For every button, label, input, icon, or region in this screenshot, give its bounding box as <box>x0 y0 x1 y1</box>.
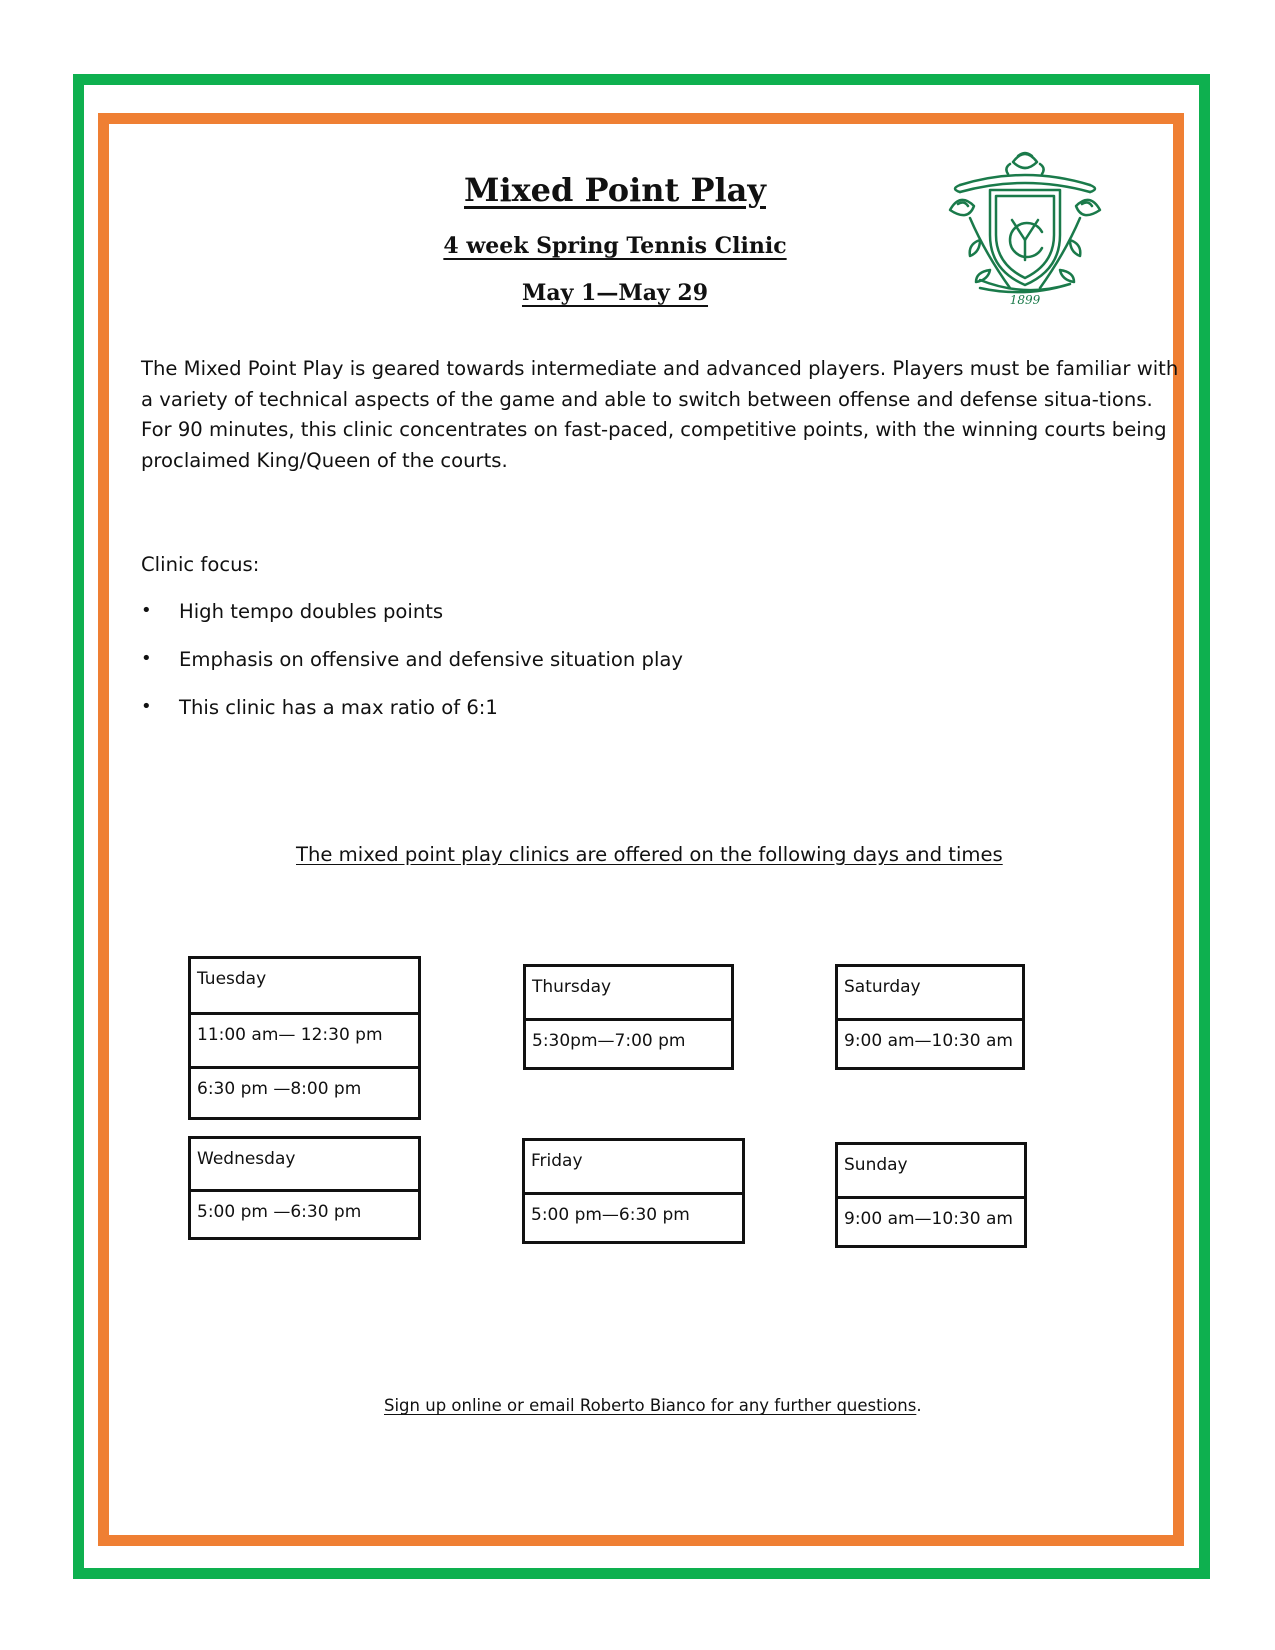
day-label: Wednesday <box>197 1149 296 1169</box>
time-slot: 11:00 am— 12:30 pm <box>191 1012 418 1066</box>
bullet-icon: • <box>141 648 152 669</box>
schedule-box-saturday <box>835 964 1025 1070</box>
day-label: Saturday <box>844 977 921 997</box>
list-item <box>141 648 683 696</box>
schedule-heading: The mixed point play clinics are offered on the following days and times <box>296 843 1003 866</box>
inner-orange-border <box>98 113 1184 1546</box>
time-slot: 9:00 am—10:30 am <box>838 1196 1024 1245</box>
footer-punctuation: . <box>916 1396 922 1415</box>
schedule-box-friday <box>522 1138 745 1244</box>
focus-item-text: This clinic has a max ratio of 6:1 <box>179 696 498 719</box>
time-slot: 6:30 pm —8:00 pm <box>191 1066 418 1117</box>
list-item <box>141 600 683 648</box>
clinic-focus-label: Clinic focus: <box>141 553 260 576</box>
time-slot: 9:00 am—10:30 am <box>838 1018 1022 1067</box>
bullet-icon: • <box>141 600 152 621</box>
clinic-description: The Mixed Point Play is geared towards intermediate and advanced players. Players must be familiar with a variety of technical aspects of the game and able to switch between offense and defense situa-tions. For 90 minutes, this clinic concentrates on fast-paced, competitive points, with the winning courts being proclaimed King/Queen of the courts. <box>141 357 1179 472</box>
day-label: Sunday <box>844 1155 908 1175</box>
page-title: Mixed Point Play <box>464 171 766 209</box>
focus-item-text: High tempo doubles points <box>179 600 444 623</box>
schedule-box-wednesday <box>188 1136 421 1240</box>
signup-note <box>384 1396 922 1415</box>
crest-year: 1899 <box>1009 293 1041 307</box>
schedule-box-sunday <box>835 1142 1027 1248</box>
time-slot: 5:30pm—7:00 pm <box>526 1018 731 1067</box>
time-slot: 5:00 pm—6:30 pm <box>525 1192 742 1241</box>
focus-item-text: Emphasis on offensive and defensive situation play <box>179 648 684 671</box>
schedule-box-tuesday <box>188 956 421 1120</box>
clinic-dates: May 1—May 29 <box>521 280 709 306</box>
day-label: Tuesday <box>197 969 267 989</box>
time-slot: 5:00 pm —6:30 pm <box>191 1189 418 1237</box>
list-item <box>141 696 683 744</box>
signup-link[interactable]: Sign up online or email Roberto Bianco for any further questions <box>384 1396 917 1415</box>
page-subtitle: 4 week Spring Tennis Clinic <box>443 233 787 259</box>
day-label: Friday <box>531 1151 583 1171</box>
club-crest-icon <box>930 140 1120 310</box>
day-label: Thursday <box>532 977 612 997</box>
clinic-focus-list <box>141 600 683 744</box>
schedule-box-thursday <box>523 964 734 1070</box>
bullet-icon: • <box>141 696 152 717</box>
